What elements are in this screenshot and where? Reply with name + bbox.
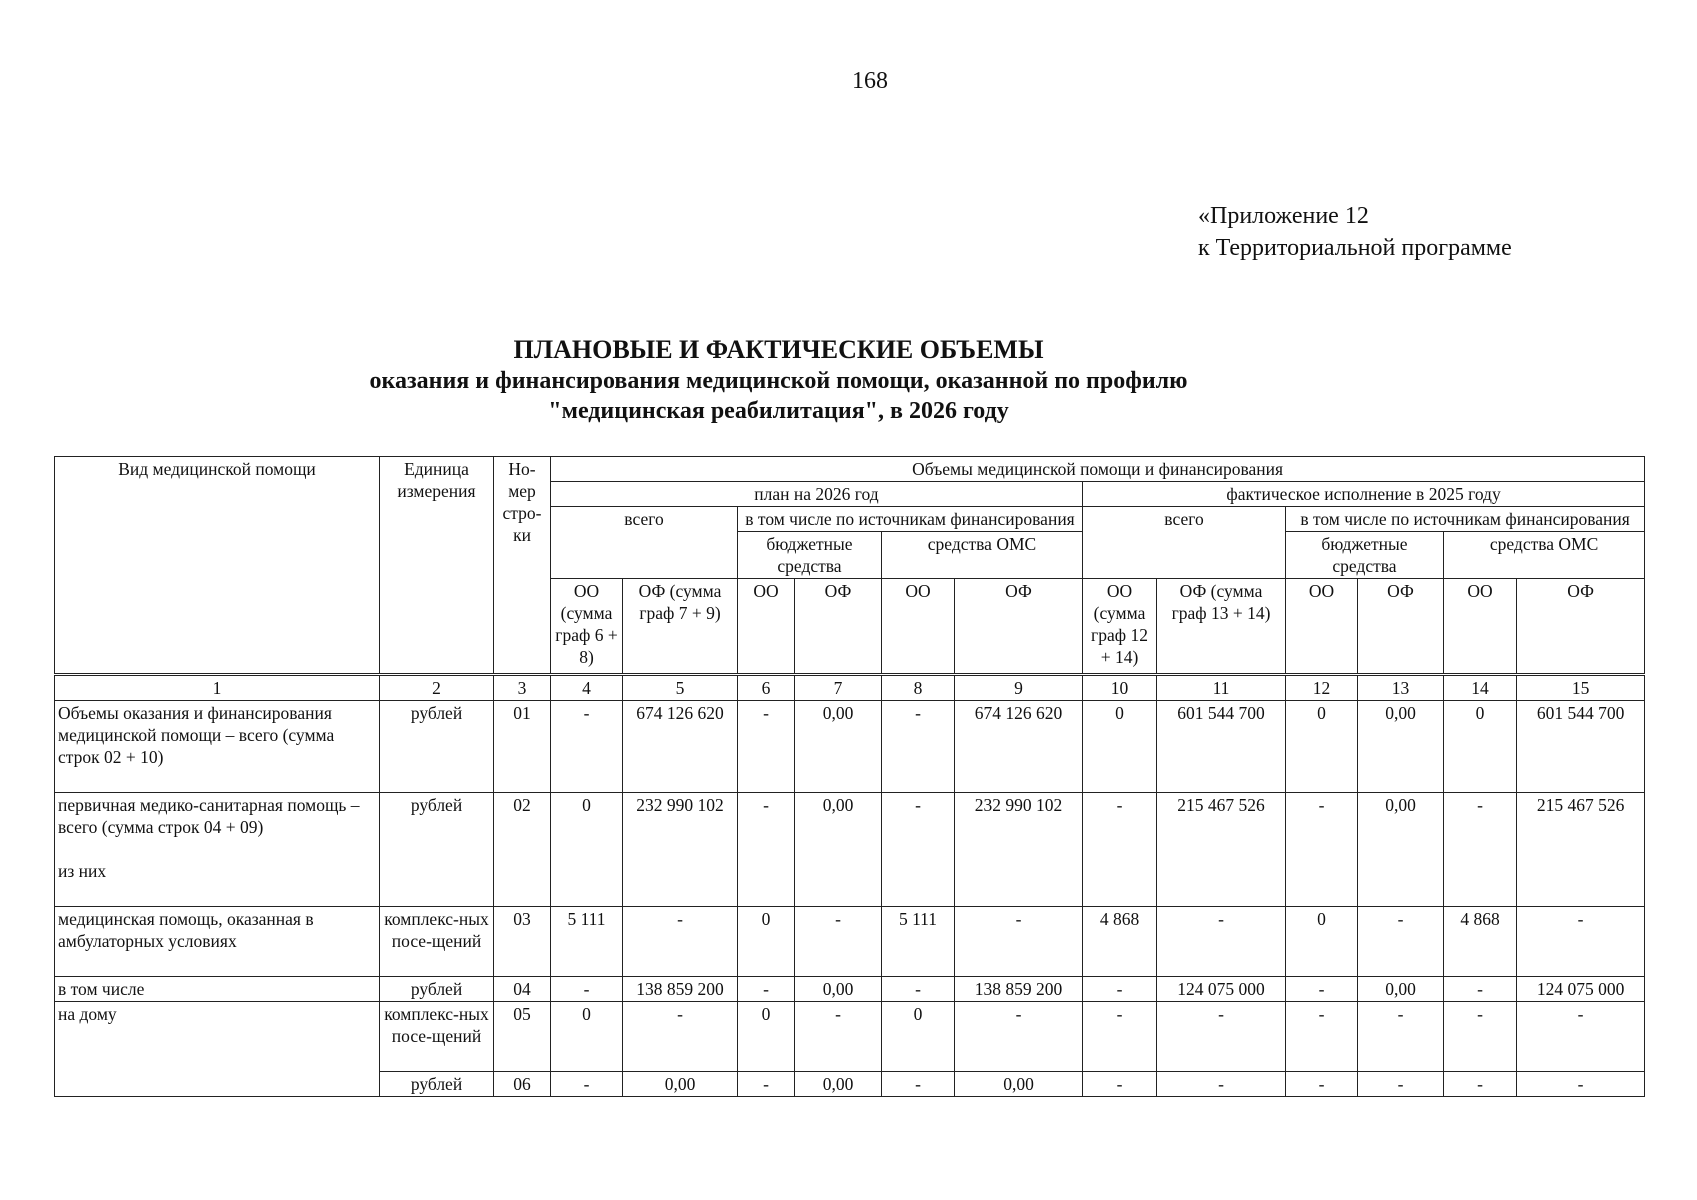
cell-value: 215 467 526 [1517,793,1645,907]
cell-value: 0 [551,793,623,907]
header-fact-sources: в том числе по источникам финансирования [1286,507,1645,532]
cell-value: 0 [1083,701,1157,793]
column-number: 9 [955,675,1083,701]
cell-value: 601 544 700 [1157,701,1286,793]
table-row [55,907,1645,977]
column-number: 2 [380,675,494,701]
header-fact: фактическое исполнение в 2025 году [1083,482,1645,507]
header-of: ОФ [955,579,1083,675]
appendix-line-2: к Территориальной программе [1198,235,1512,261]
cell-value: - [1286,1072,1358,1097]
cell-value: - [955,1002,1083,1072]
column-number: 6 [738,675,795,701]
header-plan-total: всего [551,507,738,579]
title-subtitle-2: "медицинская реабилитация", в 2026 году [548,398,1009,424]
cell-value: - [1444,1002,1517,1072]
header-unit: Единица измерения [380,457,494,675]
row-number: 04 [494,977,551,1002]
row-unit: комплекс-ных посе-щений [380,907,494,977]
cell-value: - [738,701,795,793]
cell-value: 0 [738,907,795,977]
cell-value: - [623,1002,738,1072]
column-number: 15 [1517,675,1645,701]
row-unit: комплекс-ных посе-щений [380,1002,494,1072]
row-label: на дому [55,1002,380,1097]
header-of-sum-plan: ОФ (сумма граф 7 + 9) [623,579,738,675]
cell-value: - [1286,1002,1358,1072]
table-row [55,1002,1645,1072]
volumes-table [54,456,1645,1097]
header-type: Вид медицинской помощи [55,457,380,675]
title-main: ПЛАНОВЫЕ И ФАКТИЧЕСКИЕ ОБЪЕМЫ [513,335,1044,364]
cell-value: 0,00 [623,1072,738,1097]
header-rownum: Но-мер стро-ки [494,457,551,675]
cell-value: - [1517,1072,1645,1097]
header-plan-budget: бюджетные средства [738,532,882,579]
cell-value: 138 859 200 [955,977,1083,1002]
cell-value: 232 990 102 [623,793,738,907]
header-oo: ОО [1286,579,1358,675]
header-volumes: Объемы медицинской помощи и финансирования [551,457,1645,482]
cell-value: 4 868 [1083,907,1157,977]
cell-value: - [1358,907,1444,977]
header-fact-total: всего [1083,507,1286,579]
cell-value: 5 111 [882,907,955,977]
cell-value: 0,00 [795,701,882,793]
cell-value: - [882,793,955,907]
cell-value: - [1358,1072,1444,1097]
cell-value: - [738,977,795,1002]
cell-value: - [1286,977,1358,1002]
cell-value: 601 544 700 [1517,701,1645,793]
header-plan: план на 2026 год [551,482,1083,507]
cell-value: - [1286,793,1358,907]
cell-value: 0 [882,1002,955,1072]
cell-value: - [795,907,882,977]
cell-value: 0,00 [1358,793,1444,907]
column-number: 14 [1444,675,1517,701]
header-plan-oms: средства ОМС [882,532,1083,579]
row-unit: рублей [380,977,494,1002]
table-row [55,793,1645,907]
title-subtitle-1: оказания и финансирования медицинской помощи, оказанной по профилю [369,368,1188,394]
document-title [0,333,1697,426]
row-unit: рублей [380,701,494,793]
cell-value: 0 [1286,701,1358,793]
row-label: в том числе [55,977,380,1002]
cell-value: 0,00 [955,1072,1083,1097]
cell-value: - [1083,1072,1157,1097]
column-number: 10 [1083,675,1157,701]
column-number: 4 [551,675,623,701]
cell-value: 0 [738,1002,795,1072]
cell-value: - [1517,1002,1645,1072]
table-row [55,977,1645,1002]
cell-value: 0 [1286,907,1358,977]
cell-value: - [1444,977,1517,1002]
cell-value: 0,00 [795,793,882,907]
row-number: 01 [494,701,551,793]
row-label-cell [55,793,380,907]
cell-value: - [1083,793,1157,907]
column-number: 8 [882,675,955,701]
column-number: 7 [795,675,882,701]
header-oo-sum-fact: ОО (сумма граф 12 + 14) [1083,579,1157,675]
cell-value: 0,00 [1358,701,1444,793]
cell-value: - [1444,1072,1517,1097]
cell-value: - [882,977,955,1002]
cell-value: - [1444,793,1517,907]
cell-value: 674 126 620 [955,701,1083,793]
cell-value: - [882,1072,955,1097]
cell-value: - [795,1002,882,1072]
cell-value: 232 990 102 [955,793,1083,907]
header-oo: ОО [738,579,795,675]
cell-value: - [738,793,795,907]
cell-value: - [1157,1002,1286,1072]
cell-value: - [1517,907,1645,977]
cell-value: 0,00 [1358,977,1444,1002]
table-row [55,701,1645,793]
row-unit: рублей [380,1072,494,1097]
cell-value: - [623,907,738,977]
appendix-note [1198,200,1512,264]
cell-value: - [738,1072,795,1097]
column-number: 11 [1157,675,1286,701]
cell-value: - [955,907,1083,977]
row-label: медицинская помощь, оказанная в амбулаторных условиях [55,907,380,977]
cell-value: 124 075 000 [1157,977,1286,1002]
header-row-1 [55,457,1645,482]
cell-value: 124 075 000 [1517,977,1645,1002]
cell-value: 0,00 [795,1072,882,1097]
row-number: 02 [494,793,551,907]
column-number: 1 [55,675,380,701]
row-label: Объемы оказания и финансирования медицинской помощи – всего (сумма строк 02 + 10) [55,701,380,793]
header-of: ОФ [795,579,882,675]
row-number: 06 [494,1072,551,1097]
row-number: 03 [494,907,551,977]
row-unit: рублей [380,793,494,907]
column-number: 13 [1358,675,1444,701]
cell-value: - [1157,907,1286,977]
header-of-sum-fact: ОФ (сумма граф 13 + 14) [1157,579,1286,675]
row-label-note: из них [58,861,107,881]
cell-value: 5 111 [551,907,623,977]
cell-value: 4 868 [1444,907,1517,977]
cell-value: - [1083,1002,1157,1072]
cell-value: 0 [1444,701,1517,793]
page-number: 168 [852,68,888,94]
column-number: 5 [623,675,738,701]
cell-value: - [551,977,623,1002]
column-number: 12 [1286,675,1358,701]
header-oo: ОО [1444,579,1517,675]
header-fact-budget: бюджетные средства [1286,532,1444,579]
cell-value: - [1083,977,1157,1002]
cell-value: 0 [551,1002,623,1072]
column-number-row [55,675,1645,701]
cell-value: 215 467 526 [1157,793,1286,907]
cell-value: - [1157,1072,1286,1097]
cell-value: - [551,701,623,793]
header-plan-sources: в том числе по источникам финансирования [738,507,1083,532]
header-of: ОФ [1517,579,1645,675]
appendix-line-1: «Приложение 12 [1198,203,1369,229]
cell-value: 0,00 [795,977,882,1002]
column-number: 3 [494,675,551,701]
row-number: 05 [494,1002,551,1072]
header-of: ОФ [1358,579,1444,675]
cell-value: - [882,701,955,793]
cell-value: 138 859 200 [623,977,738,1002]
header-fact-oms: средства ОМС [1444,532,1645,579]
cell-value: - [551,1072,623,1097]
cell-value: - [1358,1002,1444,1072]
header-oo: ОО [882,579,955,675]
header-oo-sum-plan: ОО (сумма граф 6 + 8) [551,579,623,675]
cell-value: 674 126 620 [623,701,738,793]
row-label: первичная медико-санитарная помощь – всего (сумма строк 04 + 09) [58,795,360,837]
